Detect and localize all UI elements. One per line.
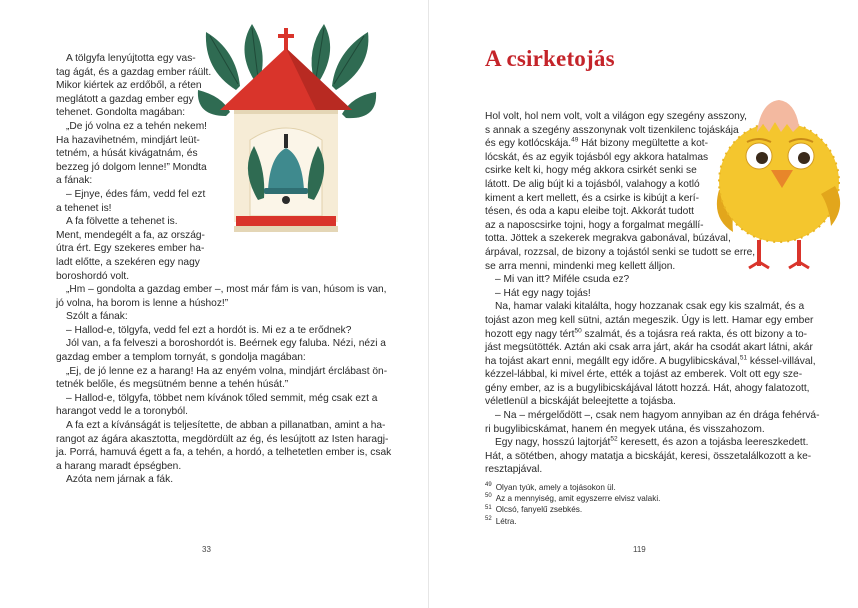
text-line: resztapjával.	[485, 464, 543, 476]
text-line: Szólt a fának:	[66, 311, 128, 323]
footnote-number: 52	[485, 515, 492, 522]
text-line: lócskát, és az egyik tojásból egy akkora hatalmas	[485, 151, 709, 163]
footnote	[485, 516, 660, 527]
text-line: Egy nagy, hosszú lajtorját$^{52}$ keresett, és azon a tojásba leereszkedett.	[495, 435, 809, 449]
text-line: harangot vedd le a toronyból.	[56, 406, 188, 418]
text-line: – Ejnye, édes fám, vedd fel ezt	[66, 188, 206, 200]
text-line: „De jó volna ez a tehén nekem!	[66, 120, 208, 132]
footnote-number: 49	[485, 482, 492, 489]
text-line: – Mi van itt? Miféle csuda ez?	[495, 274, 630, 286]
footnote-number: 50	[485, 493, 492, 500]
text-line: gazdag ember a templom tornyát, s gondolja magában:	[56, 352, 306, 364]
text-line: és egy kotlócskája.$^{49}$ Hát bizony megültette a kot-	[485, 136, 708, 150]
text-line: – Hallod-e, tölgyfa, többet nem kívánok tőled semmit, még csak ezt a	[66, 392, 378, 404]
footnote-ref: 51	[739, 354, 748, 362]
text-line: A fa ezt a kívánságát is teljesítette, de abban a pillanatban, amint a ha-	[66, 420, 386, 432]
text-line: Jól van, a fa felveszi a boroshordót is. Beérnek egy faluba. Nézi, nézi a	[66, 338, 386, 350]
text-line: tehenet. Gondolta magában:	[56, 107, 186, 119]
right-text-block-top	[485, 110, 820, 477]
footnote-text: Olcsó, fanyelű zsebkés.	[495, 505, 583, 515]
page-number: 119	[633, 545, 646, 554]
text-line: kiment a kert mellett, és a csirke is kibújt a kerí-	[485, 192, 700, 204]
footnotes	[485, 482, 660, 527]
text-line: Azóta nem járnak a fák.	[66, 474, 174, 486]
text-line: boroshordó volt.	[56, 270, 130, 282]
footnote-text: Olyan tyúk, amely a tojásokon ül.	[495, 483, 616, 492]
text-line: „Hm – gondolta a gazdag ember –, most már fám is van, húsom is van,	[66, 284, 387, 296]
text-line: jást megsütötték. Aztán aki csak arra járt, akár ha csodát akart látni, akár	[485, 342, 813, 354]
text-line: jó volna, ha borom is lenne a húshoz!”	[56, 297, 229, 309]
text-line: Na, hamar valaki kitalálta, hogy hozzanak csak egy kis szalmát, és a	[495, 301, 805, 313]
text-line: Hol volt, hol nem volt, volt a világon egy szegény asszony,	[485, 111, 747, 122]
text-line: az a naposcsirke tojni, hogy a forgalmat megállí-	[485, 219, 704, 231]
text-line: rangot az ágára akasztotta, megdördült az ég, és lesújtott az Isten haragj-	[56, 433, 389, 445]
text-line: bezzeg jó dolgom lenne!” Mondta	[56, 161, 207, 173]
text-line: totta. Jöttek a szekerek megrakva gabonával, búzával,	[485, 233, 731, 245]
text-line: ri bugylibicskámat, hanem én megyek utána, és visszahozom.	[485, 423, 765, 435]
text-line: véletlenül a bicskáját beleejtette a tojásba.	[485, 396, 676, 408]
text-line: útra ért. Egy szekeres ember ha-	[56, 243, 205, 255]
text-line: s annak a szegény asszonynak volt tizenkilenc tojáskája	[485, 124, 739, 136]
text-line: a fának:	[56, 175, 93, 187]
page-number: 33	[202, 545, 211, 554]
text-line: tésen, és oda a kapu eleibe tojt. Akkorát tudott	[485, 206, 694, 218]
text-line: – Hát egy nagy tojás!	[495, 287, 591, 299]
text-line: tetnék belőle, és megsütném benne a tehén húsát.”	[56, 379, 289, 391]
footnote	[485, 504, 660, 515]
text-line: Ha hazavihetném, mindjárt leüt-	[56, 134, 200, 146]
text-line: ladt előtte, a szekéren egy nagy	[56, 256, 200, 268]
text-line: A fa fölvette a tehenet is.	[66, 216, 178, 228]
text-line: A tölgyfa lenyújtotta egy vas-	[66, 53, 196, 64]
right-page	[429, 0, 858, 608]
text-line: a tehenet is!	[56, 202, 112, 214]
text-line: tetném, a húsát kivágatnám, és	[56, 148, 198, 160]
text-line: a harang maradt épségben.	[56, 460, 182, 472]
text-line: se arra menni, mindenki meg kellett álljon.	[485, 260, 676, 272]
chapter-title: A csirketojás	[485, 46, 615, 71]
text-line: tojást azon meg kell sütni, aztán megeszik. Úgy is lett. Hamar egy ember	[485, 314, 814, 326]
text-line: ha tojást akart enni, megállt egy időre. A bugylibicskával,$^{51}$ késsel-villával,	[485, 354, 816, 367]
text-line: árpával, rozzsal, de bizony a tojástól senki se tudott se erre,	[485, 246, 756, 258]
footnote-text: Az a mennyiség, amit egyszerre elvisz valaki.	[495, 494, 661, 504]
text-line: hozott egy nagy tért$^{50}$ szalmát, és a tojásra reá rakta, és ott bizony a to-	[485, 327, 808, 340]
text-line: gény ember, az is a bugylibicskájával látott hozzá. Hát, ahogy falatozott,	[485, 382, 810, 394]
footnote-ref: 49	[571, 136, 579, 144]
text-line: csirke kelt ki, hogy még akkora csirkét senki se	[485, 165, 697, 177]
text-line: meglátott a gazdag ember egy	[56, 93, 194, 105]
text-line: – Na – mérgelődött –, csak nem hagyom annyiban az én drága fehérvá-	[495, 410, 820, 422]
footnote-ref: 50	[574, 327, 582, 335]
left-text-block	[56, 52, 391, 487]
text-line: Mikor kiértek az erdőből, a réten	[56, 80, 202, 92]
text-line: kézzel-lábbal, ki mivel érte, ették a tojást az emberek. Volt ott egy sze-	[485, 369, 803, 381]
footnote	[485, 493, 660, 504]
text-line: – Hallod-e, tölgyfa, vedd fel ezt a hordót is. Mi ez a te erődnek?	[66, 324, 352, 336]
footnote	[485, 482, 660, 493]
text-line: tag ágát, és a gazdag ember ráült.	[56, 66, 212, 78]
text-line: látott. De alig bújt ki a tojásból, valahogy a kotló	[485, 178, 700, 190]
footnote-text: Létra.	[495, 516, 517, 526]
text-line: Ment, mendegélt a fa, az ország-	[56, 229, 205, 241]
text-line: „Ej, de jó lenne ez a harang! Ha az enyém volna, mindjárt érclábast ön-	[66, 365, 388, 377]
text-line: ja. Porrá, hamuvá égett a fa, a tehén, a hordó, a telhetetlen ember is, csak	[56, 447, 392, 459]
footnote-ref: 52	[610, 435, 618, 443]
text-line: Hát, a sötétben, ahogy matatja a bicskáját, keresi, összetalálkozott a ke-	[485, 450, 812, 462]
footnote-number: 51	[485, 504, 492, 511]
